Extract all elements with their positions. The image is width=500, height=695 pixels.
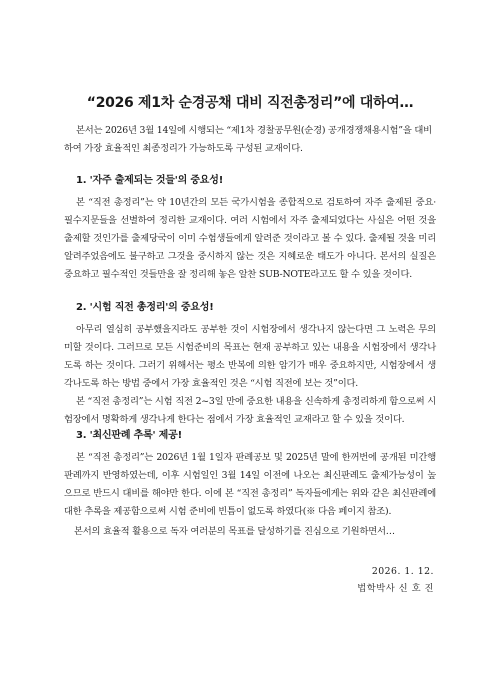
section-paragraph: 본 “직전 총정리”는 시험 직전 2~3일 만에 중요한 내용을 신속하게 총정리하게 함으로써 시험장에서 명확하게 생각나게 한다는 점에서 가장 효율적인 교재라고 할 수 있을 것이다. xyxy=(64,396,436,425)
section-paragraph: 본 “직전 총정리”는 2026년 1월 1일자 판례공보 및 2025년 말에 한꺼번에 공개된 미간행판례까지 반영하였는데, 이후 시험일인 3월 14일 이전에 나오는 최신판례도 출제가능성이 높으므로 반드시 대비를 해야만 한다. 이에 본 “직전 총정리” 독자들에게는 위와 같은 최신판례에 대한 추록을 제공함으로써 시험 준비에 빈틈이 없도록 하였다(※ 다음 페이지 참조). xyxy=(64,452,436,517)
closing-remark: 본서의 효율적 활용으로 독자 여러분의 목표를 달성하기를 진심으로 기원하면서… xyxy=(74,526,395,537)
section-latest-cases xyxy=(64,426,436,521)
section-heading: 1. '자주 출제되는 것들'의 중요성! xyxy=(76,175,224,186)
section-final-review xyxy=(64,298,436,429)
author-signature: 법학박사 신 호 진 xyxy=(357,583,434,594)
section-heading: 3. '최신판례 추록' 제공! xyxy=(76,430,182,441)
section-heading: 2. '시험 직전 총정리'의 중요성! xyxy=(76,302,214,313)
intro-paragraph: 본서는 2026년 3월 14일에 시행되는 “제1차 경찰공무원(순경) 공개경쟁채용시험”을 대비하여 가장 효율적인 최종정리가 가능하도록 구성된 교재이다. xyxy=(64,125,432,154)
section-paragraph: 아무리 열심히 공부했을지라도 공부한 것이 시험장에서 생각나지 않는다면 그 노력은 무의미할 것이다. 그러므로 모든 시험준비의 목표는 현재 공부하고 있는 내용을 시험장에서 생각나도록 하는 것이다. 그러기 위해서는 평소 반복에 의한 암기가 매우 중요하지만, 시험장에서 생각나도록 하는 방법 중에서 가장 효율적인 것은 “시험 직전에 보는 것”이다. xyxy=(64,324,436,389)
document-date: 2026. 1. 12. xyxy=(371,566,434,577)
document-title: “2026 제1차 순경공채 대비 직전총정리”에 대하여… xyxy=(86,95,414,111)
section-frequent-topics xyxy=(64,171,436,284)
section-paragraph: 본 “직전 총정리”는 약 10년간의 모든 국가시험을 종합적으로 검토하여 자주 출제된 중요·필수지문들을 선별하여 정리한 교재이다. 여러 시험에서 자주 출제되었다는 사실은 어떤 것을 출제할 것인가를 출제당국이 이미 수험생들에게 알려준 것이라고 볼 수 있다. 출제될 것을 미리 알려주었음에도 불구하고 그것을 중시하지 않는 것은 지혜로운 태도가 아니다. 본서의 실질은 중요하고 필수적인 것들만을 잘 정리해 놓은 알찬 SUB-NOTE라고도 할 수 있을 것이다. xyxy=(64,197,436,280)
